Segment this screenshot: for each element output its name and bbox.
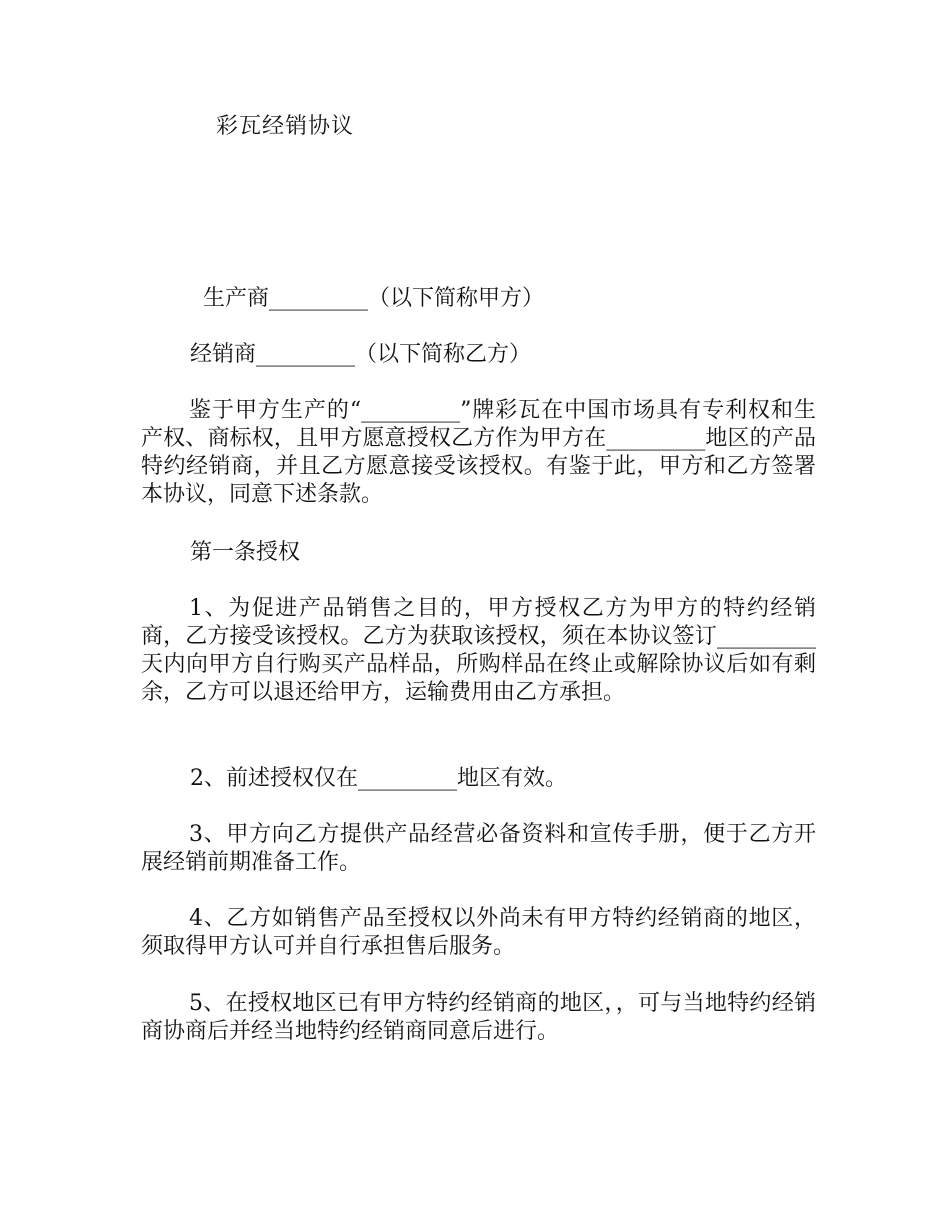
clause-3-paragraph: 3、甲方向乙方提供产品经营必备资料和宣传手册，便于乙方开展经销前期准备工作。 — [141, 822, 816, 875]
document-title: 彩瓦经销协议 — [216, 114, 355, 139]
preamble-paragraph: 鉴于甲方生产的“_________”牌彩瓦在中国市场具有专利权和生产权、商标权，且甲方愿意授权乙方作为甲方在_________地区的产品特约经销商，并且乙方愿意接受该授权。有鉴于此，甲方和乙方签署本协议，同意下述条款。 — [141, 398, 816, 507]
article-1-heading: 第一条授权 — [190, 540, 301, 565]
clause-4-paragraph: 4、乙方如销售产品至授权以外尚未有甲方特约经销商的地区，须取得甲方认可并自行承担售后服务。 — [141, 906, 816, 959]
clause-5-paragraph: 5、在授权地区已有甲方特约经销商的地区，，可与当地特约经销商协商后并经当地特约经销商同意后进行。 — [141, 991, 816, 1044]
clause-1-paragraph: 1、为促进产品销售之目的，甲方授权乙方为甲方的特约经销商，乙方接受该授权。乙方为获取该授权，须在本协议签订_________天内向甲方自行购买产品样品，所购样品在终止或解除协议后如有剩余，乙方可以退还给甲方，运输费用由乙方承担。 — [141, 596, 816, 705]
manufacturer-line: 生产商_________（以下简称甲方） — [203, 286, 545, 311]
distributor-line: 经销商_________（以下简称乙方） — [190, 342, 532, 367]
clause-2-paragraph: 2、前述授权仅在_________地区有效。 — [190, 766, 567, 791]
